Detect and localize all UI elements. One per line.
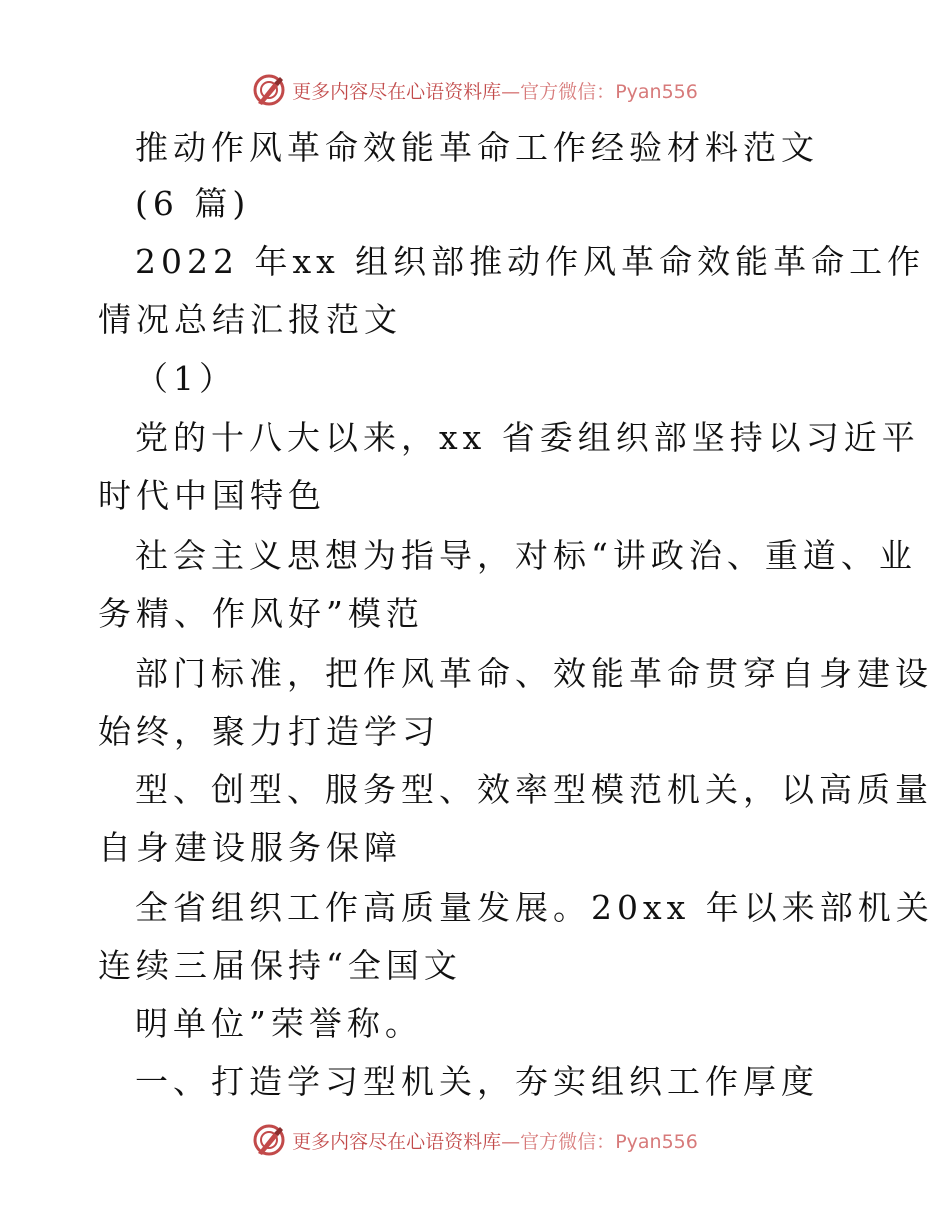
footer-watermark-banner [0, 1120, 950, 1160]
banner-wechat: Pyan556 [615, 1130, 698, 1153]
banner-dash: —官方微信： [501, 1130, 616, 1153]
doc-paragraph-line: 自身建设服务保障 [98, 828, 402, 867]
pen-logo-icon [252, 1123, 286, 1157]
banner-text [292, 77, 698, 104]
doc-paragraph-line: 明单位”荣誉称。 [135, 1004, 423, 1043]
header-watermark-banner [0, 70, 950, 110]
doc-subtitle-line-1: 2022 年xx 组织部推动作风革命效能革命工作 [135, 242, 926, 281]
doc-paragraph-line: 部门标准，把作风革命、效能革命贯穿自身建设 [135, 654, 933, 693]
banner-text [292, 1127, 698, 1154]
doc-paragraph-line: 党的十八大以来，xx 省委组织部坚持以习近平 [135, 418, 920, 457]
banner-dash: —官方微信： [501, 80, 616, 103]
doc-title-line-1: 推动作风革命效能革命工作经验材料范文 [135, 128, 819, 167]
doc-paragraph-line: 时代中国特色 [98, 476, 326, 515]
doc-subtitle-line-2: 情况总结汇报范文 [98, 300, 402, 339]
banner-title: 更多内容尽在心语资料库 [292, 80, 502, 103]
doc-section-number: （1） [135, 359, 237, 398]
doc-paragraph-line: 全省组织工作高质量发展。20xx 年以来部机关 [135, 888, 934, 927]
doc-paragraph-line: 务精、作风好”模范 [98, 594, 424, 633]
banner-wechat: Pyan556 [615, 80, 698, 103]
doc-paragraph-line: 社会主义思想为指导，对标“讲政治、重道、业 [135, 536, 917, 575]
doc-title-line-2: (6 篇) [135, 184, 251, 223]
doc-paragraph-line: 连续三届保持“全国文 [98, 946, 462, 985]
banner-title: 更多内容尽在心语资料库 [292, 1130, 502, 1153]
pen-logo-icon [252, 73, 286, 107]
doc-paragraph-line: 型、创型、服务型、效率型模范机关，以高质量 [135, 770, 933, 809]
doc-paragraph-line: 始终，聚力打造学习 [98, 712, 440, 751]
doc-heading-line: 一、打造学习型机关，夯实组织工作厚度 [135, 1062, 819, 1101]
